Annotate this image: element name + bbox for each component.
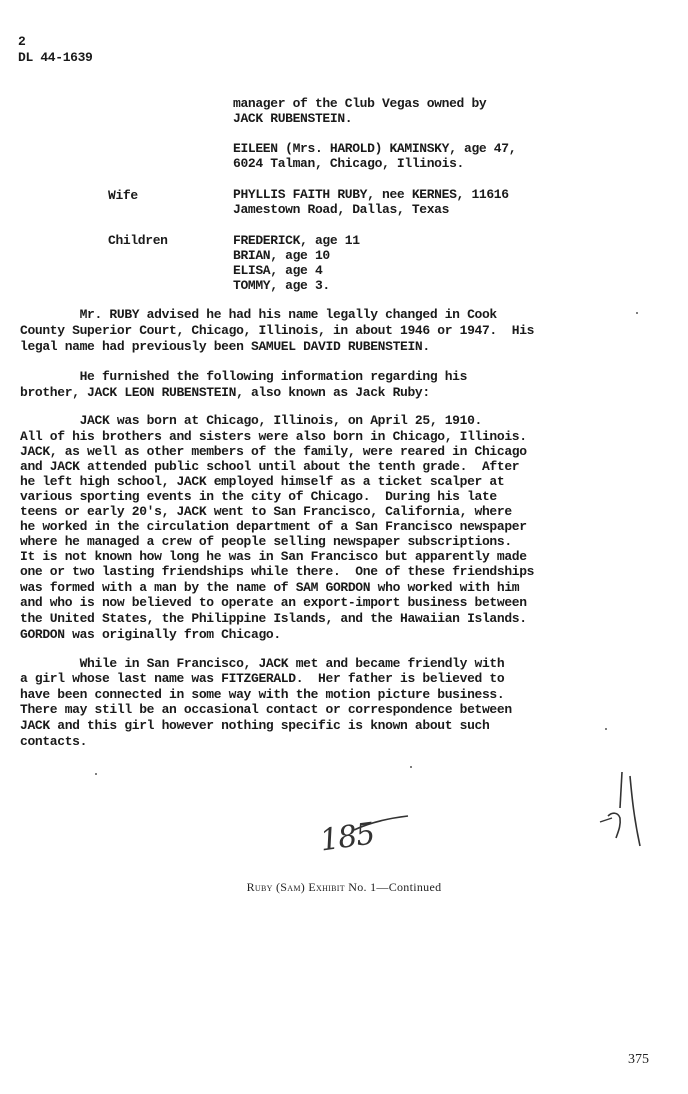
paragraph-line: JACK, as well as other members of the family, were reared in Chicago: [20, 444, 527, 459]
caption-exhibit: Exhibit: [308, 880, 345, 894]
child-item: ELISA, age 4: [233, 263, 323, 278]
scan-speck: [636, 312, 638, 314]
paragraph-line: GORDON was originally from Chicago.: [20, 627, 281, 642]
relatives-line-3: EILEEN (Mrs. HAROLD) KAMINSKY, age 47,: [233, 141, 517, 156]
paragraph-line: a girl whose last name was FITZGERALD. Her father is believed to: [20, 671, 505, 686]
paragraph-line: was formed with a man by the name of SAM GORDON who worked with him: [20, 580, 520, 595]
paragraph-line: It is not known how long he was in San Francisco but apparently made: [20, 549, 527, 564]
paragraph-line: contacts.: [20, 734, 88, 749]
paragraph-line: one or two lasting friendships while there. One of these friendships: [20, 564, 535, 579]
paragraph-line: JACK and this girl however nothing specific is known about such: [20, 718, 490, 733]
scan-speck: [410, 766, 412, 768]
paragraph-line: Mr. RUBY advised he had his name legally changed in Cook: [20, 307, 497, 322]
relatives-line-1: manager of the Club Vegas owned by: [233, 96, 487, 111]
relatives-line-2: JACK RUBENSTEIN.: [233, 111, 353, 126]
page-marker: 2: [18, 34, 26, 49]
paragraph-line: legal name had previously been SAMUEL DAVID RUBENSTEIN.: [20, 339, 430, 354]
file-number: DL 44-1639: [18, 50, 93, 65]
caption-rest: No. 1—Continued: [348, 880, 442, 894]
scan-speck: [605, 728, 607, 730]
paragraph-line: and who is now believed to operate an export-import business between: [20, 595, 527, 610]
wife-line-1: PHYLLIS FAITH RUBY, nee KERNES, 11616: [233, 187, 509, 202]
wife-line-2: Jamestown Road, Dallas, Texas: [233, 202, 450, 217]
paragraph-line: have been connected in some way with the motion picture business.: [20, 687, 505, 702]
child-item: FREDERICK, age 11: [233, 233, 360, 248]
paragraph-line: teens or early 20's, JACK went to San Francisco, California, where: [20, 504, 512, 519]
paragraph-line: various sporting events in the city of Chicago. During his late: [20, 489, 497, 504]
paragraph-line: JACK was born at Chicago, Illinois, on April 25, 1910.: [20, 413, 482, 428]
paragraph-line: he worked in the circulation department of a San Francisco newspaper: [20, 519, 527, 534]
paragraph-line: the United States, the Philippine Islands, and the Hawaiian Islands.: [20, 611, 527, 626]
child-item: TOMMY, age 3.: [233, 278, 330, 293]
relatives-line-4: 6024 Talman, Chicago, Illinois.: [233, 156, 464, 171]
paragraph-line: where he managed a crew of people selling newspaper subscriptions.: [20, 534, 512, 549]
exhibit-caption: [0, 880, 688, 895]
caption-sam: (Sam): [276, 880, 306, 894]
paragraph-line: and JACK attended public school until about the tenth grade. After: [20, 459, 520, 474]
page-number: 375: [628, 1052, 649, 1067]
handwritten-initials-icon: [590, 768, 650, 858]
scan-speck: [95, 773, 97, 775]
wife-label: Wife: [108, 188, 138, 203]
child-item: BRIAN, age 10: [233, 248, 330, 263]
paragraph-line: County Superior Court, Chicago, Illinois, in about 1946 or 1947. His: [20, 323, 535, 338]
paragraph-line: brother, JACK LEON RUBENSTEIN, also known as Jack Ruby:: [20, 385, 430, 400]
handwritten-number: 185: [316, 812, 416, 866]
paragraph-line: There may still be an occasional contact or correspondence between: [20, 702, 512, 717]
caption-name: Ruby: [246, 880, 273, 894]
paragraph-line: he left high school, JACK employed himself as a ticket scalper at: [20, 474, 505, 489]
paragraph-line: While in San Francisco, JACK met and became friendly with: [20, 656, 505, 671]
paragraph-line: He furnished the following information regarding his: [20, 369, 468, 384]
underline-stroke-icon: [316, 812, 416, 866]
paragraph-line: All of his brothers and sisters were also born in Chicago, Illinois.: [20, 429, 527, 444]
children-label: Children: [108, 233, 168, 248]
